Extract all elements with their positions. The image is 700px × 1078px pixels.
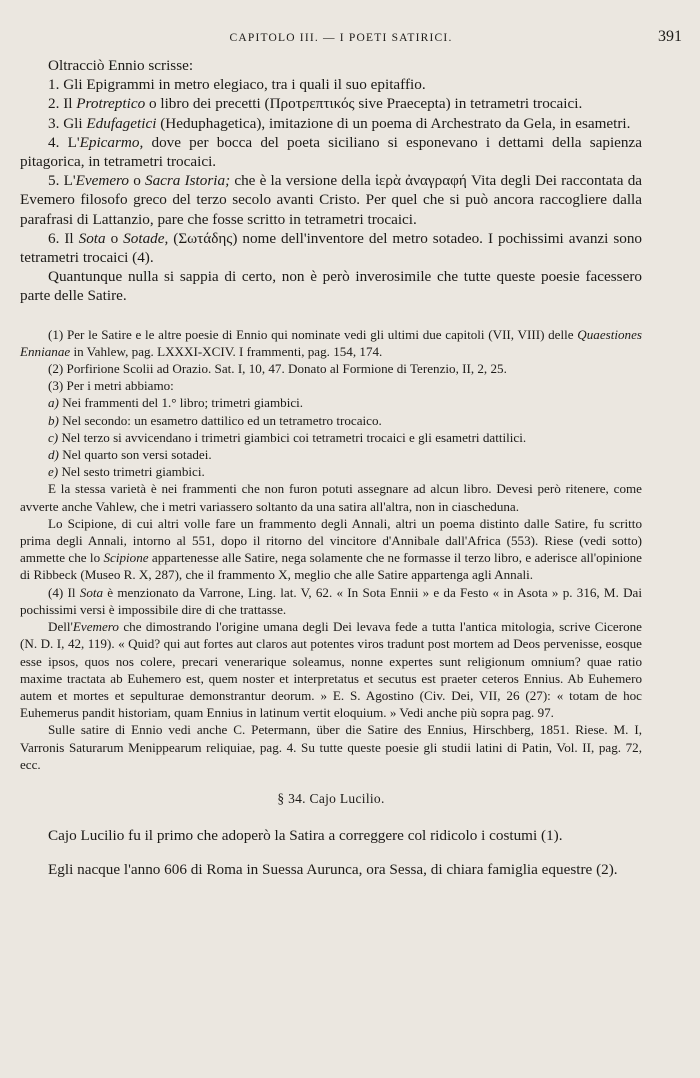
item-letter: c) [48,429,59,445]
meter-item-e [20,463,642,480]
list-item-1: 1. Gli Epigrammi in metro elegiaco, tra i quali il suo epitaffio. [48,76,426,94]
work-title: Sotade, [123,229,169,247]
text: Dell' [48,619,73,635]
section-heading: § 34. Cajo Lucilio. [277,790,385,806]
work-title: Sota [79,584,104,600]
meter-item-c [20,429,642,446]
text: che dimostrando l'origine umana degli Dei levava fede a tutta l'antica mitologia, scrive Cicerone (N. D. I, 42, 119). « Quid? qui aut fortes aut claros aut potentes viros tradunt post mortem ad Deos pervenisse, eosque esse ipsos, quos nos colere, precari venerarique soleamus, nonne expertes sunt religionum omnium? quae ratio maxime tractata ab Euhemero est, quem noster et interpretatus et secutus est praeter ceteros Ennius. Ab Euhemero autem et mortes et sepulturae demonstrantur deorum. » E. S. Agostino (Civ. Dei, VII, 26 (27): « totam de hoc Euhemerus pandit historiam, quam Ennius in latinum vertit eloquium. » Vedi anche più sopra pag. 97. [20,619,642,721]
text: o [129,172,145,190]
work-title: Edufagetici [86,114,157,132]
meter-item-d [20,446,642,463]
section-body [20,826,642,880]
item-letter: a) [48,395,59,411]
footnote-paragraph-varieta: E la stessa varietà è nei frammenti che non furon potuti assegnare ad alcun libro. Devesi però ritenere, come avverte anche Vahlew, che i metri variassero soltanto da una satira all'altra, non in ciascheduna. [20,481,642,514]
text: Nei frammenti del 1.° libro; trimetri giambici. [58,395,304,411]
work-title: Protreptico [76,95,146,113]
footnote-4 [20,584,642,618]
work-title: Evemero [72,619,119,635]
section-paragraph-1: Cajo Lucilio fu il primo che adoperò la Satira a correggere col ridicolo i costumi (1). [48,826,563,844]
work-title: Scipione [103,550,149,566]
intro-line: Oltracciò Ennio scrisse: [48,57,194,74]
main-text [20,56,642,306]
text: (1) Per le Satire e le altre poesie di Ennio qui nominate vedi gli ultimi due capitoli (VII, VIII) delle [48,326,578,342]
footnote-2: (2) Porfirione Scolii ad Orazio. Sat. I, 10, 47. Donato al Formione di Terenzio, II, 2, 25. [48,361,507,377]
list-item-6 [20,229,642,267]
text: appartenesse alle Satire, nega solamente che ne formasse il terzo libro, e aderisce all'opinione di Ribbeck (Museo R. X, 287), che il frammento X, meglio che alle Satire appartenga agli Annali. [20,550,642,583]
running-head: CAPITOLO III. — I POETI SATIRICI. [229,32,453,44]
text: (Σωτάδης) nome dell'inventore del metro sotadeo. I pochissimi avanzi sono tetrametri trocaici (4). [20,229,643,267]
footnote-1 [20,326,642,360]
text: che è la versione della ἱερὰ ἀναγραφή Vita degli Dei raccontata da Evemero filosofo greco del terzo secolo avanti Cristo. Per quel che si può ancora raccogliere dalla parafrasi di Lattanzio, pare che fosse scritto in tetrametri trocaici. [20,172,643,228]
text: Nel quarto son versi sotadei. [58,447,212,463]
text: 2. Il [48,95,77,113]
closing-paragraph: Quantunque nulla si sappia di certo, non è però inverosimile che tutte queste poesie facessero parte delle Satire. [20,268,642,305]
text: in Vahlew, pag. LXXXI-XCIV. I frammenti, pag. 154, 174. [70,343,383,359]
text: Nel secondo: un esametro dattilico ed un tetrametro trocaico. [58,412,382,428]
work-title: Epicarmo, [79,133,144,151]
text: (Heduphagetica), imitazione di un poema di Archestrato da Gela, in esametri. [156,114,631,132]
list-item-4 [20,133,642,171]
work-title: Evemero [75,172,130,190]
footnote-3: (3) Per i metri abbiamo: [48,378,174,394]
list-item-3 [20,114,642,133]
text: 5. L' [48,172,76,190]
text: Lo Scipione, di cui altri volle fare un frammento degli Annali, altri un poema distinto dalle Satire, fu scritto prima degli Annali, intorno al 551, dopo il ritorno del vincitore d'Annibale dall'Africa (553). Riese (vedi sotto) ammette che lo [20,515,642,566]
item-letter: d) [48,447,59,463]
page-header [20,26,682,48]
meter-item-a [20,394,642,411]
footnote-paragraph-evemero [20,618,642,721]
item-letter: e) [48,464,59,480]
text: Nel terzo si avvicendano i trimetri giambici coi tetrametri trocaici e gli esametri dattilici. [58,429,527,445]
work-title: Sota [78,229,106,247]
text: 4. L' [48,133,80,151]
text: (4) Il [48,584,80,600]
item-letter: b) [48,412,59,428]
section-paragraph-2: Egli nacque l'anno 606 di Roma in Suessa Aurunca, ora Sessa, di chiara famiglia equestre (2). [48,861,618,879]
text: Nel sesto trimetri giambici. [58,464,205,480]
list-item-2 [20,94,642,113]
footnotes [20,326,642,773]
meter-item-b [20,412,642,429]
text: o [105,229,124,247]
footnote-paragraph-scipione [20,515,642,584]
work-title: Quaestiones Ennianae [20,326,642,359]
text: dove per bocca del poeta siciliano si esponevano i dettami della sapienza pitagorica, in tetrametri trocaici. [20,133,643,171]
work-title: Sacra Istoria; [144,172,231,190]
list-item-5 [20,171,642,229]
text: 3. Gli [48,114,87,132]
text: 6. Il [48,229,79,247]
footnote-paragraph-sulle: Sulle satire di Ennio vedi anche C. Petermann, über die Satire des Ennius, Hirschberg, 1851. Riese. M. I, Varronis Saturarum Menippearum reliquiae, pag. 4. Su tutte queste poesie gli studii latini di Patin, Vol. II, pag. 72, ecc. [20,722,642,772]
text: o libro dei precetti (Προτρεπτικός sive Praecepta) in tetrametri trocaici. [145,95,583,113]
page-number: 391 [658,28,682,45]
text: è menzionato da Varrone, Ling. lat. V, 62. « In Sota Ennii » e da Festo « in Asota » p. 316, M. Dai pochissimi versi è impossibile dire di che trattasse. [20,584,642,617]
